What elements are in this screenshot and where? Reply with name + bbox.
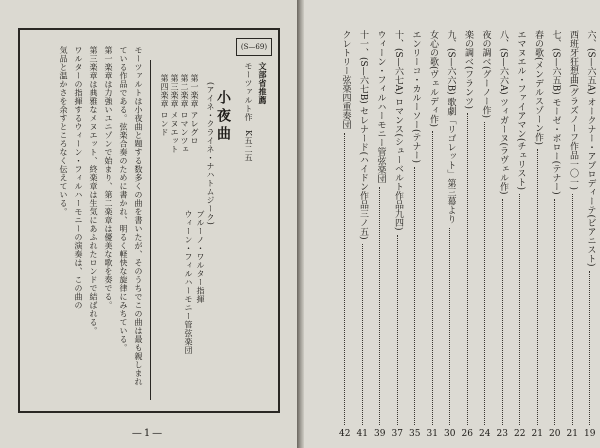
toc-entry-title: 夜の調べ(グーノー作) [480,30,491,119]
toc-page-number: 26 [461,429,473,439]
toc-entry [374,30,385,440]
body-line-5: ワルターの指揮するウィーン・フィルハーモニーの演奏は、この曲の [74,46,83,310]
toc-page-number: 24 [479,429,491,439]
toc-entry-title: (S—六六B) 歌劇「リゴレット」第三幕より [445,48,456,224]
toc-page-number: 31 [426,429,438,439]
toc-page-number: 41 [356,429,368,439]
toc-leader-dots [344,133,345,425]
toc-leader-dots [589,271,590,425]
toc-entry [497,30,508,440]
toc-page-number: 21 [566,429,578,439]
toc-entry-title: (S—六七A) ロマンス(シューベルト作品九四) [392,48,403,231]
toc-leader-dots [572,194,573,425]
toc-page-number: 23 [496,429,508,439]
body-line-2: ている作品である。弦楽合奏のために書かれ、明るく軽快な旋律にみちている。 [119,46,128,352]
toc-entry [357,30,368,440]
toc-entry-title: 西班牙狂想曲(グラズノーフ作品一〇一) [567,30,578,191]
conductor-credit: ブルーノ・ワルター指揮 [196,210,205,304]
body-line-4: 第三楽章は典雅なメヌエット、終楽章は生気にあふれたロンドで結ばれる。 [89,46,98,335]
movement-3: 第三楽章 メヌエット [170,74,179,154]
toc-entry-number: 八、 [497,30,508,48]
orchestra-credit: ウィーン・フィルハーモニー管弦楽団 [184,210,193,355]
toc-page-number: 30 [444,429,456,439]
work-title: 小夜曲 [215,90,231,144]
toc-entry [462,30,473,440]
toc-entry [392,30,403,440]
toc-entry [532,30,543,440]
movement-4: 第四楽章 ロンド [160,74,169,137]
toc-leader-dots [362,244,363,425]
toc-entry-title: (S—六七B) セレナード(ハイドン作品三ノ五) [357,57,368,240]
body-line-1: モーツァルトは小夜曲と題する数多くの曲を書いたが、そのうちでこの曲は最も親しまれ [134,46,143,386]
record-code: (S—69) [240,43,268,51]
toc-entry-title: クレトリー弦楽四重奏団 [340,30,351,129]
toc-entry [584,30,595,440]
toc-leader-dots [484,122,485,425]
toc-entry-number: 六、 [585,30,596,48]
k-number: K五二五 [244,130,253,162]
toc-entry [479,30,490,440]
body-line-3: 第一楽章は力強いユニゾンで始まり、第二楽章は優美な歌を奏でる。 [104,46,113,310]
toc-entry-number: 十、 [392,30,403,48]
toc-leader-dots [502,199,503,425]
composer-credit: モーツァルト作 [244,62,253,122]
toc-entry [444,30,455,440]
toc-entry-title: 楽の調べ(フランツ) [462,30,473,110]
toc-page-number: 19 [584,429,596,439]
toc-entry [567,30,578,440]
toc-leader-dots [379,187,380,425]
column-divider [150,60,151,400]
left-page [0,0,297,448]
toc-page-number: 21 [531,429,543,439]
toc-page-number: 42 [339,429,351,439]
toc-page-number: 35 [409,429,421,439]
toc-entry-number: 十一、 [357,30,368,57]
toc-entry-title: (S—六五B) モーゼ・ボロー(テナー) [550,48,561,195]
movement-2: 第二楽章 ロマンツェ [180,74,189,154]
toc-entry-title: エマヌエル・ファイアマン(チェリスト) [515,30,526,191]
toc-entry-title: ウィーン・フィルハーモニー管弦楽団 [375,30,386,183]
toc-entry-number: 九、 [445,30,456,48]
toc-leader-dots [519,194,520,425]
page-frame [18,28,280,413]
record-code-badge [236,38,272,56]
toc-page-number: 20 [549,429,561,439]
toc-entry [339,30,350,440]
toc-entry [409,30,420,440]
toc-entry [514,30,525,440]
toc-leader-dots [414,167,415,425]
toc-leader-dots [449,228,450,425]
toc-entry [549,30,560,440]
toc-entry-title: エンリーコ・カルーソー(テナー) [410,30,421,164]
toc-leader-dots [397,235,398,425]
toc-leader-dots [554,199,555,425]
recommendation-label: 文部省推薦 [258,62,268,105]
toc-leader-dots [537,149,538,425]
body-line-6: 気品と温かさを余すところなく伝えている。 [59,46,68,216]
page-number: —1— [131,428,165,439]
toc-page-number: 37 [391,429,403,439]
right-page [304,0,600,448]
toc-page-number: 39 [374,429,386,439]
movement-1: 第一楽章 アレグロ [190,74,199,146]
toc-entry-title: (S—六五A) オークナー・アプロディーテ(ビアニスト) [585,48,596,267]
book-gutter [297,0,304,448]
toc-page-number: 22 [514,429,526,439]
work-subtitle: (アイネ・クライネ・ナハトムジーク) [206,82,215,226]
toc-leader-dots [432,131,433,425]
toc-entry-title: 春の歌(メンデルスゾーン作) [532,30,543,146]
toc-entry-title: (S—六六A) ツィガーヌ(ラヴェル作) [497,48,508,195]
toc-entry-number: 七、 [550,30,561,48]
toc-entry [427,30,438,440]
toc-leader-dots [467,113,468,425]
toc-entry-title: 女心の歌(ヴェルディ作) [427,30,438,128]
